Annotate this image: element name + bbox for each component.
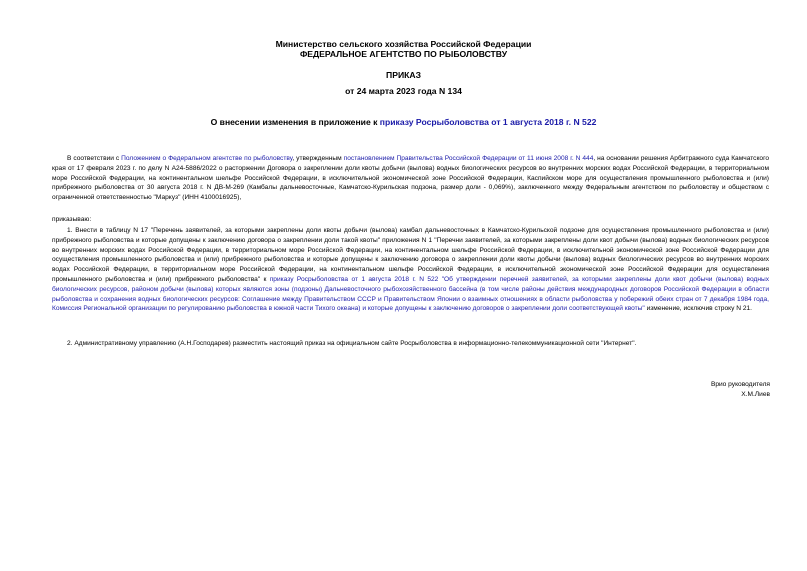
order-clause: приказываю:: [52, 216, 92, 223]
item-2-paragraph: 2. Административному управлению (А.Н.Господарев) разместить настоящий приказ на официальном сайте Росрыболовства в информационно-телекоммуникационной сети "Интернет".: [67, 340, 637, 347]
document-header: [0, 39, 807, 59]
document-title: [0, 117, 807, 127]
item-1-text-2: изменение, исключив строку N 21.: [644, 305, 752, 313]
signatory-name: Х.М.Лиев: [741, 390, 770, 398]
preamble-paragraph: [52, 154, 769, 203]
signatory-position: Врио руководителя: [710, 381, 770, 388]
regulation-link[interactable]: Положением о Федеральном агентстве по рыболовству: [121, 155, 293, 162]
title-order-link[interactable]: приказу Росрыболовства от 1 августа 2018 г. N 522: [379, 117, 597, 127]
item-1-paragraph: [52, 226, 769, 314]
title-prefix: О внесении изменения в приложение к: [210, 117, 380, 127]
ministry-name: Министерство сельского хозяйства Российской Федерации: [275, 39, 532, 49]
agency-name: ФЕДЕРАЛЬНОЕ АГЕНТСТВО ПО РЫБОЛОВСТВУ: [299, 49, 508, 59]
preamble-text-3: , на основании решения Арбитражного суда Камчатского края от 17 февраля 2023 г. по делу N А24-5886/2022 о расторжении Договора о закреплении доли квоты добычи (вылова) водных биологических ресурсов во внутренних морских водах Российской Федерации, в территориальном море Российской Федерации, на континентальном шельфе Российской Федерации, в исключительной экономической зоне Российской Федерации, Каспийском море для осуществления промышленного рыболовства и (или) прибрежного рыболовства от 30 августа 2018 г. N ДВ-М-269 (Камбалы дальневосточные, Камчатско-Курильская подзона, размер доли - 0,069%), заключенного между Федеральным агентством по рыболовству и обществом с ограниченной ответственностью "Маркуз" (ИНН 4100016925),: [52, 155, 770, 202]
document-type: ПРИКАЗ: [386, 70, 421, 80]
preamble-text-2: , утвержденным: [292, 155, 344, 162]
signature-block: [711, 380, 770, 400]
item-1-text-1: 1. Внести в таблицу N 17 "Перечень заявителей, за которыми закреплены доли квоты добычи (вылова) камбал дальневосточных в Камчатско-Курильской подзоне для осуществления промышленного рыболовства и (или) прибрежного рыболовства и которые допущены к заключению договора о закреплении доли такой квоты" приложения N 1 "Перечни заявителей, за которыми закреплены доли квот добычи (вылова) водных биологических ресурсов во внутренних морских водах Российской Федерации, в территориальном море Российской Федерации, на континентальном шельфе Российской Федерации, в исключительной экономической зоне Российской Федерации для осуществления промышленного рыболовства и (или) прибрежного рыболовства и которые допущены к заключению договора о закреплении доли квоты добычи (вылова) водных биологических ресурсов во внутренних морских водах Российской Федерации, в территориальном море Российской Федерации, на континентальном шельфе Российской Федерации, в исключительной экономической зоне Российской Федерации для осуществления промышленного рыболовства и (или) прибрежного рыболовства" к: [52, 227, 769, 283]
document-date: от 24 марта 2023 года N 134: [345, 86, 462, 96]
preamble-text-1: В соответствии с: [67, 155, 122, 162]
government-decree-link[interactable]: постановлением Правительства Российской Федерации от 11 июня 2008 г. N 444: [343, 155, 594, 162]
order-522-link[interactable]: приказу Росрыболовства от 1 августа 2018 г. N 522 "Об утверждении перечней заявителей, за которыми закреплены доли квот добычи (вылова) водных биологических ресурсов, районом добычи (вылова) которых являются зоны (подзоны) Дальневосточного рыбохозяйственного бассейна (в том числе районы действия международных договоров Российской Федерации в области рыболовства и сохранения водных биологических ресурсов: Соглашение между Правительством СССР и Правительством Японии о взаимных отношениях в области рыболовства у побережий обеих стран от 7 декабря 1984 года, Комиссия Региональной организации по регулированию рыболовства в южной части Тихого океана) и которые допущены к заключению договоров о закреплении доли соответствующей квоты": [52, 275, 769, 313]
